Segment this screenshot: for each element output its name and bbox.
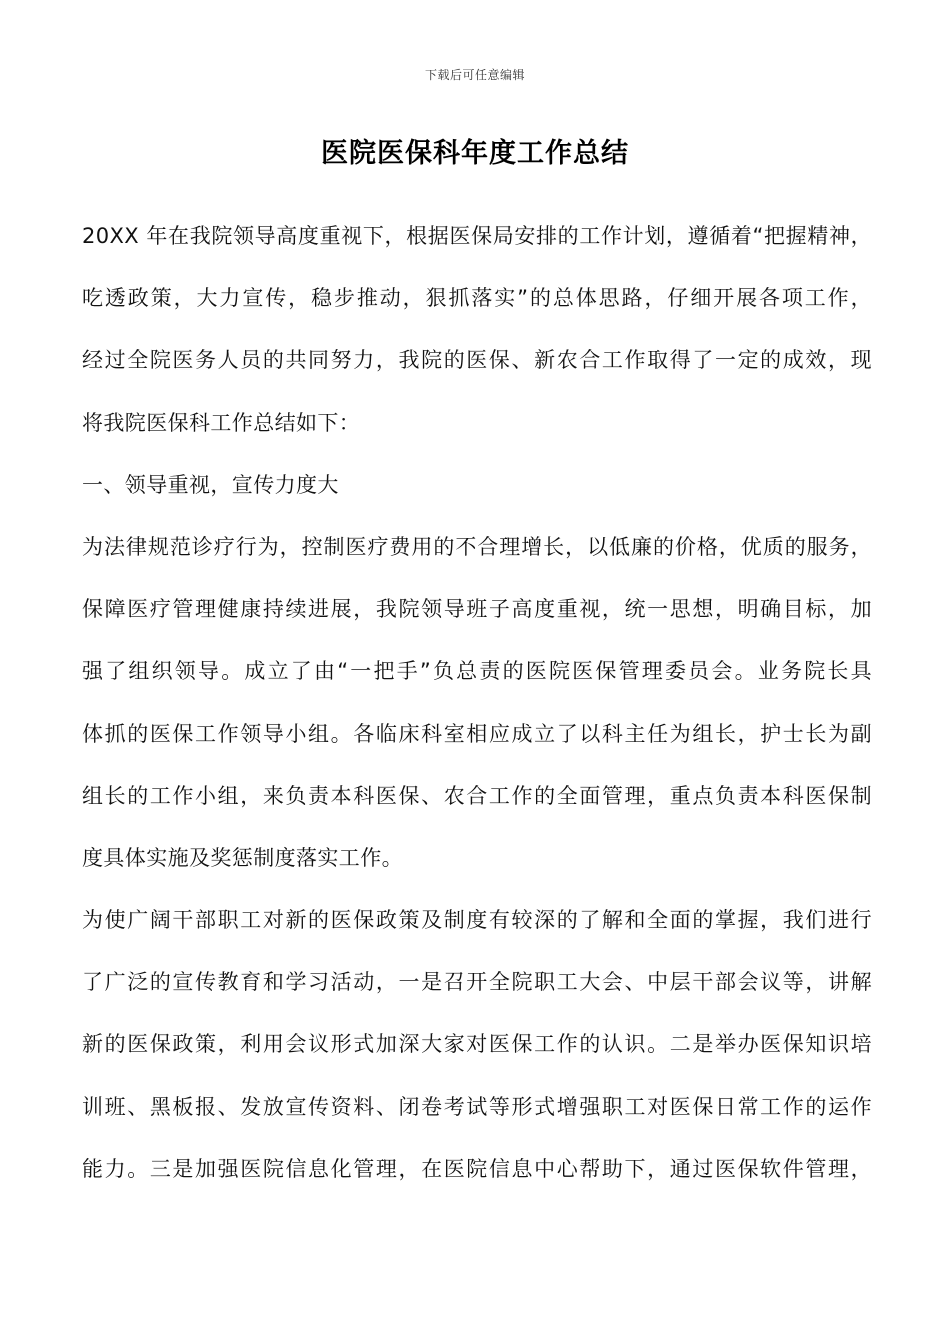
body-line: 度具体实施及奖惩制度落实工作。 — [82, 845, 403, 870]
body-line: 能力。三是加强医院信息化管理，在医院信息中心帮助下，通过医保软件管理， — [82, 1156, 872, 1181]
body-line: 将我院医保科工作总结如下： — [82, 410, 361, 435]
body-line: 为法律规范诊疗行为，控制医疗费用的不合理增长，以低廉的价格，优质的服务， — [82, 534, 872, 559]
body-line: 体抓的医保工作领导小组。各临床科室相应成立了以科主任为组长，护士长为副 — [82, 721, 872, 746]
header-note: 下载后可任意编辑 — [424, 68, 525, 82]
body-line: 了广泛的宣传教育和学习活动，一是召开全院职工大会、中层干部会议等，讲解 — [82, 970, 872, 995]
document-title: 医院医保科年度工作总结 — [321, 138, 629, 169]
body-line: 吃透政策，大力宣传，稳步推动，狠抓落实”的总体思路，仔细开展各项工作， — [82, 286, 872, 311]
body-line: 20XX 年在我院领导高度重视下，根据医保局安排的工作计划，遵循着“把握精神， — [82, 224, 872, 248]
body-line: 组长的工作小组，来负责本科医保、农合工作的全面管理，重点负责本科医保制 — [82, 783, 872, 808]
body-line: 训班、黑板报、发放宣传资料、闭卷考试等形式增强职工对医保日常工作的运作 — [82, 1094, 872, 1119]
body-line: 保障医疗管理健康持续进展，我院领导班子高度重视，统一思想，明确目标，加 — [82, 597, 872, 622]
document-body — [82, 215, 872, 1210]
body-line: 为使广阔干部职工对新的医保政策及制度有较深的了解和全面的掌握，我们进行 — [82, 908, 872, 933]
body-line: 经过全院医务人员的共同努力，我院的医保、新农合工作取得了一定的成效，现 — [82, 348, 872, 373]
body-line: 新的医保政策，利用会议形式加深大家对医保工作的认识。二是举办医保知识培 — [82, 1032, 872, 1057]
section-heading: 一、领导重视，宣传力度大 — [82, 472, 339, 497]
body-line: 强了组织领导。成立了由“一把手”负总责的医院医保管理委员会。业务院长具 — [82, 659, 872, 684]
